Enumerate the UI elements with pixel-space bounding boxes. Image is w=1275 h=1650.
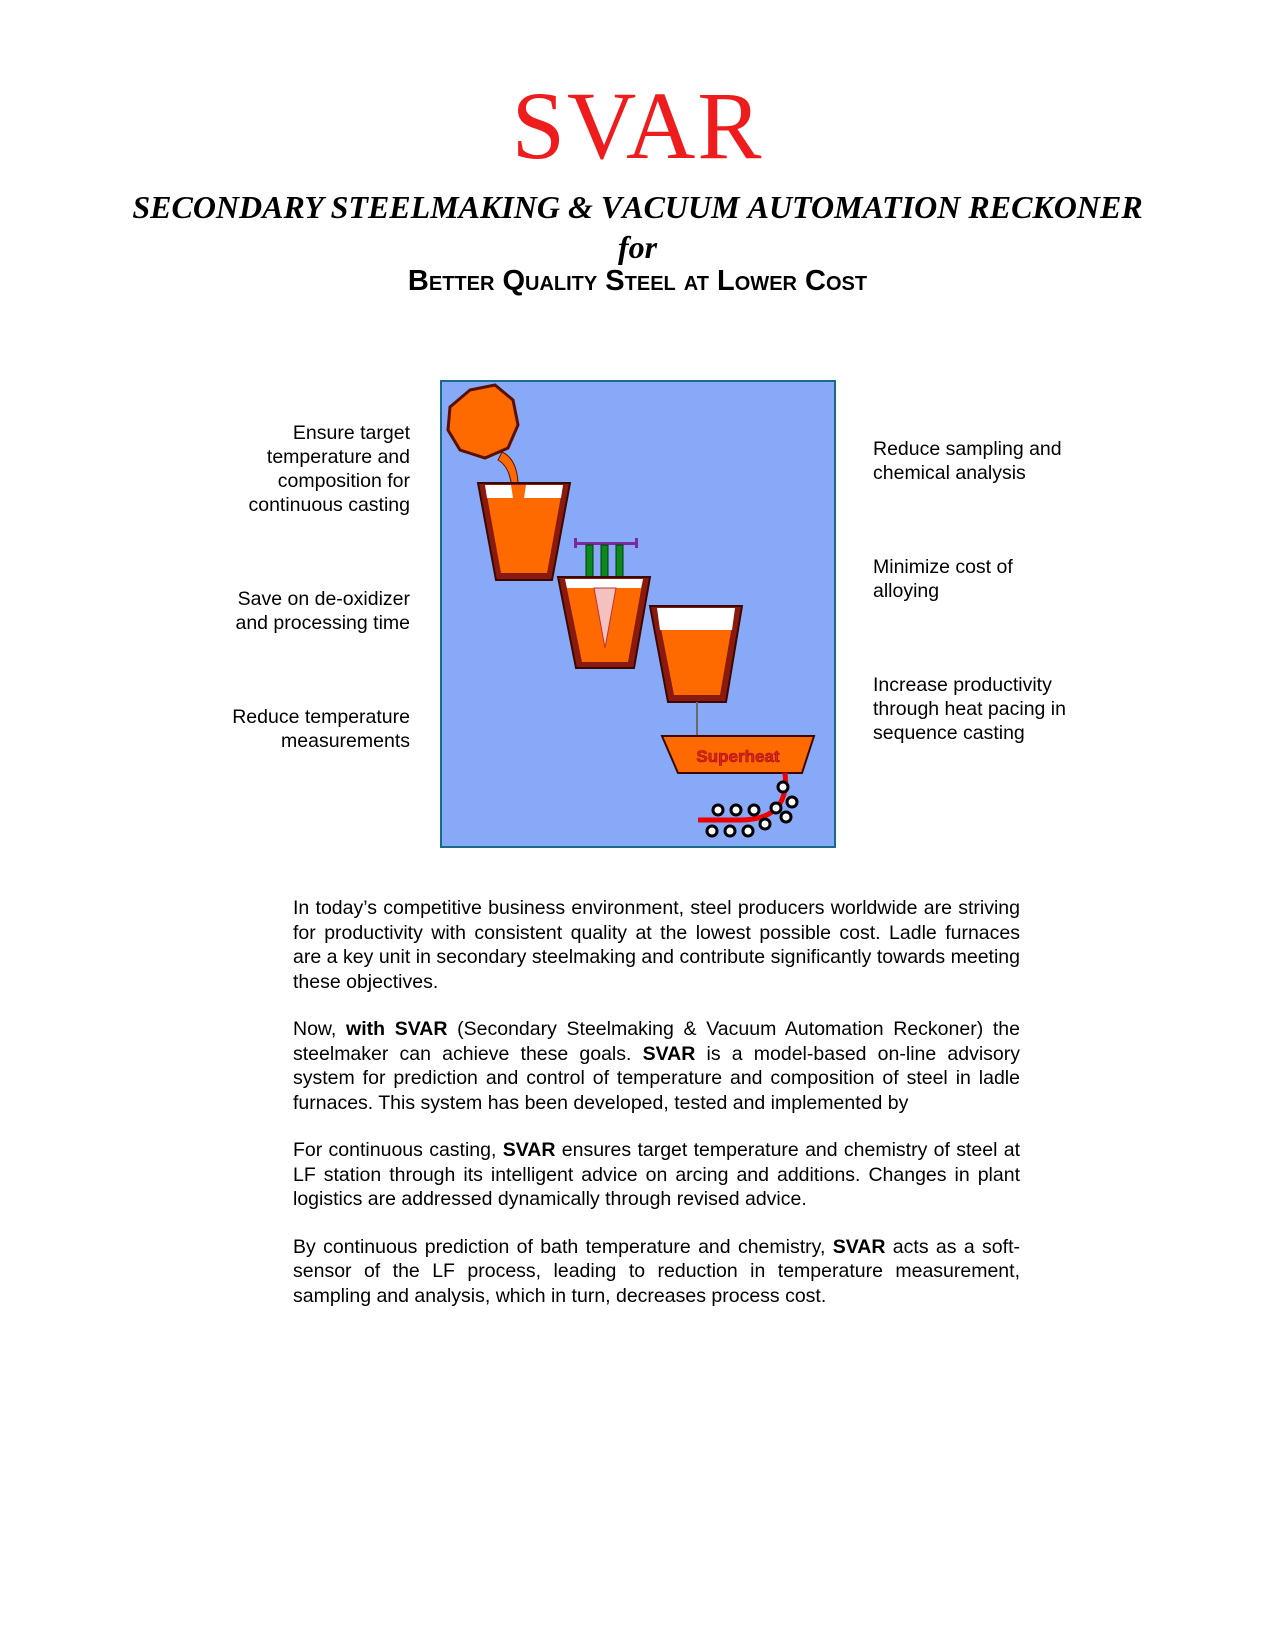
paragraph-3: For continuous casting, SVAR ensures target temperature and chemistry of steel at LF station through its intelligent advice on arcing and additions. Changes in plant logistics are addressed dynamically through revised advice. <box>293 1139 1020 1210</box>
tagline: Better Quality Steel at Lower Cost <box>407 265 868 297</box>
benefit-right-1: Reduce sampling and chemical analysis <box>873 438 1062 484</box>
body-text <box>293 896 1020 1331</box>
subtitle-initial: S <box>330 189 349 225</box>
subtitle-word: TEELMAKING & <box>348 189 601 225</box>
subtitle-initial: V <box>600 189 623 225</box>
benefit-right-2: Minimize cost of alloying <box>873 556 1013 602</box>
paragraph-2: Now, with SVAR (Secondary Steelmaking & Vacuum Automation Reckoner) the steelmaker can achieve these goals. SVAR is a model-based on-line advisory system for prediction and control of temperature and composition of steel in ladle furnaces. This system has been developed, tested and implemented by <box>293 1018 1020 1114</box>
paragraph-4: By continuous prediction of bath temperature and chemistry, SVAR acts as a soft-sensor of the LF process, leading to reduction in temperature measurement, sampling and analysis, which in turn, decreases process cost. <box>293 1235 1020 1307</box>
paragraph-1: In today’s competitive business environment, steel producers worldwide are striving for productivity with consistent quality at the lowest possible cost. Ladle furnaces are a key unit in secondary steelmaking and contribute significantly towards meeting these objectives. <box>293 897 1020 993</box>
benefit-left-2: Save on de-oxidizer and processing time <box>235 588 410 634</box>
superheat-label: Superheat <box>696 747 780 766</box>
subtitle-initial: R <box>968 189 990 225</box>
shroud-icon <box>696 702 698 736</box>
page-title: SVAR <box>511 72 764 179</box>
subtitle-word: ECKONER <box>989 189 1143 225</box>
benefit-left-3: Reduce temperature measurements <box>232 706 410 752</box>
benefit-left-1: Ensure target temperature and composition for continuous casting <box>248 422 410 516</box>
benefit-right-3: Increase productivity through heat pacing in sequence casting <box>873 674 1066 744</box>
subtitle-connector: for <box>617 229 658 265</box>
subtitle-word: ACUUM <box>622 189 748 225</box>
subtitle-word: UTOMATION <box>768 189 969 225</box>
subtitle-initial: A <box>747 189 769 225</box>
steelmaking-process-diagram <box>440 380 836 848</box>
subtitle-word: ECONDARY <box>150 189 331 225</box>
subtitle <box>0 190 1275 225</box>
subtitle-initial: S <box>132 189 151 225</box>
